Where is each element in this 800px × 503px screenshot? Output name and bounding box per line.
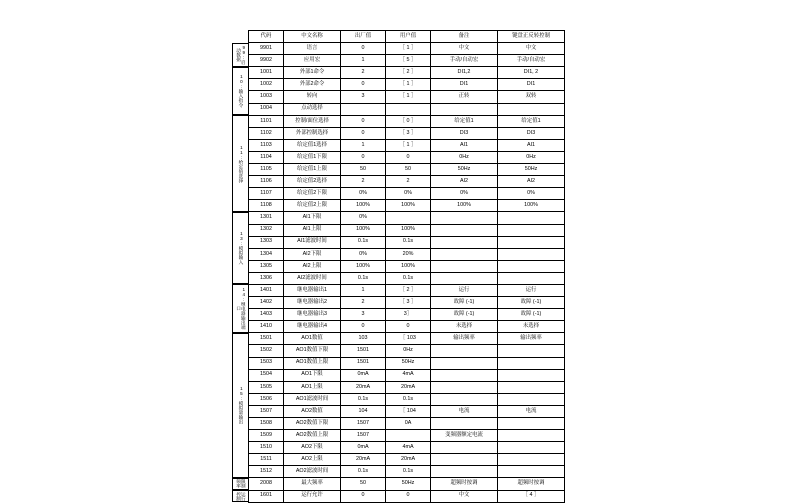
cell-factory-value: 0: [341, 127, 386, 139]
cell-code: 1302: [249, 224, 284, 236]
cell-name: 外部1命令: [284, 67, 341, 79]
cell-factory-value: 0%: [341, 188, 386, 200]
cell-user-value: ［ 104: [386, 405, 431, 417]
table-row: [249, 55, 565, 67]
cell-keypad-control: 故障 (-1): [498, 309, 565, 321]
cell-name: 转向: [284, 91, 341, 103]
cell-user-value: [386, 212, 431, 224]
cell-factory-value: 0.1s: [341, 393, 386, 405]
cell-user-value: 50Hz: [386, 478, 431, 490]
cell-name: AO1上限: [284, 381, 341, 393]
group-label-2: [232, 115, 248, 212]
cell-code: 1504: [249, 369, 284, 381]
cell-code: 1507: [249, 405, 284, 417]
cell-code: 1503: [249, 357, 284, 369]
cell-name: AO1数值下限: [284, 345, 341, 357]
cell-code: 1509: [249, 430, 284, 442]
cell-factory-value: 0%: [341, 212, 386, 224]
cell-user-value: 0.1s: [386, 466, 431, 478]
cell-keypad-control: [498, 260, 565, 272]
cell-keypad-control: [498, 430, 565, 442]
cell-factory-value: 3: [341, 309, 386, 321]
cell-code: 9902: [249, 55, 284, 67]
cell-factory-value: 1: [341, 284, 386, 296]
cell-keypad-control: 超频时按调: [498, 478, 565, 490]
cell-name: AI1滤波时间: [284, 236, 341, 248]
cell-code: 1510: [249, 442, 284, 454]
cell-remark: [431, 442, 498, 454]
group-label-text: 运行控制: [236, 491, 247, 501]
cell-factory-value: 0: [341, 490, 386, 502]
cell-factory-value: 104: [341, 405, 386, 417]
cell-factory-value: 0%: [341, 248, 386, 260]
cell-code: 1305: [249, 260, 284, 272]
cell-keypad-control: [498, 248, 565, 260]
cell-keypad-control: [498, 345, 565, 357]
cell-keypad-control: 中文: [498, 43, 565, 55]
cell-remark: [431, 212, 498, 224]
cell-keypad-control: 手动/自动宏: [498, 55, 565, 67]
cell-user-value: 0Hz: [386, 345, 431, 357]
cell-name: AI2上限: [284, 260, 341, 272]
cell-name: 给定值1下限: [284, 151, 341, 163]
table-row: [249, 466, 565, 478]
cell-remark: 中文: [431, 43, 498, 55]
cell-factory-value: 0: [341, 321, 386, 333]
table-row: [249, 478, 565, 490]
cell-factory-value: 1: [341, 139, 386, 151]
cell-keypad-control: [498, 466, 565, 478]
cell-user-value: ［ 3 ］: [386, 297, 431, 309]
cell-code: 1403: [249, 309, 284, 321]
cell-keypad-control: AI2: [498, 176, 565, 188]
cell-factory-value: 103: [341, 333, 386, 345]
cell-keypad-control: 0%: [498, 188, 565, 200]
cell-name: AO1下限: [284, 369, 341, 381]
cell-keypad-control: 故障 (-1): [498, 297, 565, 309]
table-row: [249, 430, 565, 442]
cell-remark: 0%: [431, 188, 498, 200]
cell-code: 1301: [249, 212, 284, 224]
table-row: [249, 91, 565, 103]
cell-name: AI1上限: [284, 224, 341, 236]
cell-factory-value: 1: [341, 55, 386, 67]
table-row: [249, 260, 565, 272]
cell-remark: 0Hz: [431, 151, 498, 163]
cell-user-value: 100%: [386, 200, 431, 212]
cell-keypad-control: [498, 212, 565, 224]
cell-code: 1002: [249, 79, 284, 91]
cell-keypad-control: [498, 418, 565, 430]
table-row: [249, 405, 565, 417]
table-row: [249, 442, 565, 454]
cell-name: 给定值2上限: [284, 200, 341, 212]
cell-user-value: ［ 2 ］: [386, 67, 431, 79]
table-row: [249, 212, 565, 224]
cell-factory-value: 1507: [341, 418, 386, 430]
cell-factory-value: 2: [341, 176, 386, 188]
cell-user-value: 4mA: [386, 442, 431, 454]
cell-user-value: ［ 103: [386, 333, 431, 345]
cell-factory-value: 0mA: [341, 442, 386, 454]
cell-remark: [431, 103, 498, 115]
cell-name: 继电器输出2: [284, 297, 341, 309]
cell-remark: [431, 260, 498, 272]
cell-factory-value: 2: [341, 67, 386, 79]
cell-code: 1107: [249, 188, 284, 200]
cell-factory-value: 0.1s: [341, 466, 386, 478]
cell-code: 2008: [249, 478, 284, 490]
table-row: [249, 297, 565, 309]
group-label-text: 11:给定值选择: [238, 144, 244, 183]
group-label-1: [232, 67, 248, 115]
cell-remark: 输出频率: [431, 333, 498, 345]
cell-code: 1501: [249, 333, 284, 345]
cell-code: 1304: [249, 248, 284, 260]
cell-factory-value: 100%: [341, 260, 386, 272]
cell-name: AO2上限: [284, 454, 341, 466]
table-row: [249, 236, 565, 248]
cell-user-value: ［ 1 ］: [386, 79, 431, 91]
table-row: [249, 151, 565, 163]
cell-factory-value: [341, 103, 386, 115]
cell-remark: [431, 236, 498, 248]
cell-factory-value: 3: [341, 91, 386, 103]
cell-code: 1103: [249, 139, 284, 151]
group-label-7: [232, 490, 248, 502]
cell-factory-value: 1501: [341, 357, 386, 369]
cell-name: AO1数值: [284, 333, 341, 345]
cell-user-value: ［ 0 ］: [386, 115, 431, 127]
cell-user-value: 20mA: [386, 381, 431, 393]
cell-remark: AI1: [431, 139, 498, 151]
cell-code: 1402: [249, 297, 284, 309]
cell-keypad-control: 电流: [498, 405, 565, 417]
table-row: [249, 67, 565, 79]
cell-keypad-control: [498, 236, 565, 248]
col-header-factory: 出厂值: [341, 31, 386, 43]
cell-factory-value: 0mA: [341, 369, 386, 381]
cell-code: 1106: [249, 176, 284, 188]
cell-keypad-control: [498, 224, 565, 236]
cell-code: 1001: [249, 67, 284, 79]
col-header-remark: 备注: [431, 31, 498, 43]
cell-factory-value: 100%: [341, 224, 386, 236]
cell-remark: DI3: [431, 127, 498, 139]
cell-factory-value: 0: [341, 115, 386, 127]
cell-code: 1512: [249, 466, 284, 478]
group-label-0: [232, 43, 248, 67]
cell-remark: 故障 (-1): [431, 309, 498, 321]
group-label-3: [232, 212, 248, 285]
cell-user-value: 20mA: [386, 454, 431, 466]
cell-keypad-control: [498, 442, 565, 454]
cell-code: 1506: [249, 393, 284, 405]
cell-keypad-control: [498, 272, 565, 284]
cell-code: 1401: [249, 284, 284, 296]
group-label-text: 99:启动数据: [236, 44, 247, 65]
cell-keypad-control: 给定值1: [498, 115, 565, 127]
group-label-text: 15:模拟量输出: [238, 386, 244, 425]
cell-user-value: ［ 1 ］: [386, 43, 431, 55]
table-row: [249, 345, 565, 357]
cell-remark: 给定值1: [431, 115, 498, 127]
cell-name: 给定值1选择: [284, 139, 341, 151]
cell-remark: 中文: [431, 490, 498, 502]
table-row: [249, 164, 565, 176]
cell-keypad-control: [498, 357, 565, 369]
cell-keypad-control: DI3: [498, 127, 565, 139]
cell-code: 1004: [249, 103, 284, 115]
cell-factory-value: 0: [341, 151, 386, 163]
group-label-text: 14:继电器输出端口: [236, 287, 247, 330]
cell-remark: 电流: [431, 405, 498, 417]
cell-remark: 运行: [431, 284, 498, 296]
cell-user-value: 0.1s: [386, 393, 431, 405]
table-row: [249, 103, 565, 115]
cell-keypad-control: 输出频率: [498, 333, 565, 345]
cell-remark: 100%: [431, 200, 498, 212]
cell-keypad-control: [498, 393, 565, 405]
table-body: [249, 43, 565, 503]
group-label-4: [232, 284, 248, 332]
cell-code: 1410: [249, 321, 284, 333]
cell-name: AI2滤波时间: [284, 272, 341, 284]
cell-name: 给定值2选择: [284, 176, 341, 188]
cell-remark: 未选择: [431, 321, 498, 333]
cell-keypad-control: [498, 103, 565, 115]
cell-name: 继电器输出4: [284, 321, 341, 333]
cell-factory-value: 100%: [341, 200, 386, 212]
cell-name: 外部控制选择: [284, 127, 341, 139]
cell-name: AO2滤波时间: [284, 466, 341, 478]
cell-user-value: 0.1s: [386, 272, 431, 284]
cell-remark: 变频器额定电流: [431, 430, 498, 442]
cell-keypad-control: 未选择: [498, 321, 565, 333]
cell-remark: 故障 (-1): [431, 297, 498, 309]
table-row: [249, 393, 565, 405]
table-row: [249, 321, 565, 333]
cell-code: 1102: [249, 127, 284, 139]
cell-user-value: [386, 103, 431, 115]
col-header-keypad-control: 键盘正反转控制: [498, 31, 565, 43]
cell-factory-value: 0.1s: [341, 236, 386, 248]
group-label-text: 10:输入指令: [238, 74, 244, 108]
cell-remark: 50Hz: [431, 164, 498, 176]
cell-name: 给定值2下限: [284, 188, 341, 200]
cell-name: 外部2命令: [284, 79, 341, 91]
cell-keypad-control: ［ 4 ］: [498, 490, 565, 502]
cell-user-value: 0: [386, 151, 431, 163]
cell-code: 1303: [249, 236, 284, 248]
cell-name: 继电器输出3: [284, 309, 341, 321]
cell-name: 点动选择: [284, 103, 341, 115]
cell-name: AO2数值: [284, 405, 341, 417]
cell-factory-value: 20mA: [341, 454, 386, 466]
cell-remark: [431, 224, 498, 236]
cell-user-value: 50: [386, 164, 431, 176]
cell-remark: [431, 381, 498, 393]
cell-keypad-control: 100%: [498, 200, 565, 212]
table-header: [249, 31, 565, 43]
cell-remark: 手动/自动宏: [431, 55, 498, 67]
cell-keypad-control: DI1: [498, 79, 565, 91]
cell-factory-value: 1501: [341, 345, 386, 357]
group-label-text: 限制频率: [236, 479, 247, 489]
cell-remark: AI2: [431, 176, 498, 188]
cell-name: 控制/面位选择: [284, 115, 341, 127]
cell-remark: DI1: [431, 79, 498, 91]
cell-code: 1511: [249, 454, 284, 466]
cell-code: 1306: [249, 272, 284, 284]
cell-factory-value: 20mA: [341, 381, 386, 393]
table-row: [249, 490, 565, 502]
table-row: [249, 284, 565, 296]
cell-code: 1505: [249, 381, 284, 393]
cell-name: AO2下限: [284, 442, 341, 454]
cell-remark: [431, 357, 498, 369]
table-header-row: [249, 31, 565, 43]
cell-keypad-control: 运行: [498, 284, 565, 296]
cell-user-value: 100%: [386, 260, 431, 272]
table-row: [249, 357, 565, 369]
cell-user-value: [386, 430, 431, 442]
cell-name: 语言: [284, 43, 341, 55]
cell-name: AO2数值上限: [284, 430, 341, 442]
cell-keypad-control: [498, 369, 565, 381]
cell-remark: [431, 393, 498, 405]
group-label-6: [232, 478, 248, 490]
cell-user-value: ［ 5 ］: [386, 55, 431, 67]
cell-remark: [431, 345, 498, 357]
cell-user-value: ［ 2 ］: [386, 284, 431, 296]
parameter-table: [248, 30, 565, 503]
cell-keypad-control: AI1: [498, 139, 565, 151]
table-row: [249, 139, 565, 151]
cell-remark: [431, 248, 498, 260]
cell-code: 1502: [249, 345, 284, 357]
cell-name: 应用宏: [284, 55, 341, 67]
cell-code: 1108: [249, 200, 284, 212]
cell-remark: 超频时按调: [431, 478, 498, 490]
cell-remark: DI1,2: [431, 67, 498, 79]
cell-code: 1601: [249, 490, 284, 502]
table-row: [249, 454, 565, 466]
cell-user-value: 50Hz: [386, 357, 431, 369]
cell-user-value: 0.1s: [386, 236, 431, 248]
table-row: [249, 127, 565, 139]
cell-name: AI2下限: [284, 248, 341, 260]
cell-keypad-control: 双转: [498, 91, 565, 103]
cell-name: 最大频率: [284, 478, 341, 490]
cell-factory-value: 0.1s: [341, 272, 386, 284]
table-row: [249, 309, 565, 321]
cell-keypad-control: [498, 454, 565, 466]
cell-code: 1508: [249, 418, 284, 430]
table-row: [249, 115, 565, 127]
col-header-code: 代码: [249, 31, 284, 43]
cell-keypad-control: 0Hz: [498, 151, 565, 163]
cell-keypad-control: DI1, 2: [498, 67, 565, 79]
table-row: [249, 188, 565, 200]
table-row: [249, 369, 565, 381]
cell-user-value: 2: [386, 176, 431, 188]
cell-code: 9901: [249, 43, 284, 55]
cell-name: 继电器输出1: [284, 284, 341, 296]
table-row: [249, 43, 565, 55]
cell-factory-value: 1507: [341, 430, 386, 442]
table-row: [249, 176, 565, 188]
col-header-user: 用户值: [386, 31, 431, 43]
cell-remark: [431, 272, 498, 284]
cell-name: AO2数值下限: [284, 418, 341, 430]
cell-user-value: ［ 3 ］: [386, 127, 431, 139]
group-label-text: 13:模拟输入: [238, 231, 244, 265]
cell-user-value: ［ 1 ］: [386, 91, 431, 103]
cell-remark: 正转: [431, 91, 498, 103]
cell-keypad-control: [498, 381, 565, 393]
cell-name: AO1滤波时间: [284, 393, 341, 405]
cell-user-value: 0A: [386, 418, 431, 430]
cell-user-value: ［ 1 ］: [386, 139, 431, 151]
table-row: [249, 200, 565, 212]
cell-remark: [431, 454, 498, 466]
cell-code: 1101: [249, 115, 284, 127]
table-row: [249, 79, 565, 91]
cell-user-value: 3］: [386, 309, 431, 321]
table-row: [249, 381, 565, 393]
cell-user-value: 20%: [386, 248, 431, 260]
cell-user-value: 0: [386, 321, 431, 333]
cell-factory-value: 50: [341, 164, 386, 176]
cell-name: AO1数值上限: [284, 357, 341, 369]
cell-name: 运行允许: [284, 490, 341, 502]
cell-user-value: 100%: [386, 224, 431, 236]
cell-code: 1104: [249, 151, 284, 163]
cell-factory-value: 2: [341, 297, 386, 309]
cell-user-value: 4mA: [386, 369, 431, 381]
cell-name: 给定值1上限: [284, 164, 341, 176]
cell-code: 1105: [249, 164, 284, 176]
table-row: [249, 224, 565, 236]
group-label-5: [232, 333, 248, 478]
table-row: [249, 418, 565, 430]
cell-code: 1003: [249, 91, 284, 103]
cell-factory-value: 0: [341, 43, 386, 55]
cell-factory-value: 50: [341, 478, 386, 490]
table-row: [249, 272, 565, 284]
cell-remark: [431, 418, 498, 430]
col-header-name: 中文名称: [284, 31, 341, 43]
cell-factory-value: 0: [341, 79, 386, 91]
cell-keypad-control: 50Hz: [498, 164, 565, 176]
table-row: [249, 333, 565, 345]
cell-remark: [431, 369, 498, 381]
cell-remark: [431, 466, 498, 478]
cell-name: AI1下限: [284, 212, 341, 224]
cell-user-value: 0: [386, 490, 431, 502]
table-row: [249, 248, 565, 260]
cell-user-value: 0%: [386, 188, 431, 200]
